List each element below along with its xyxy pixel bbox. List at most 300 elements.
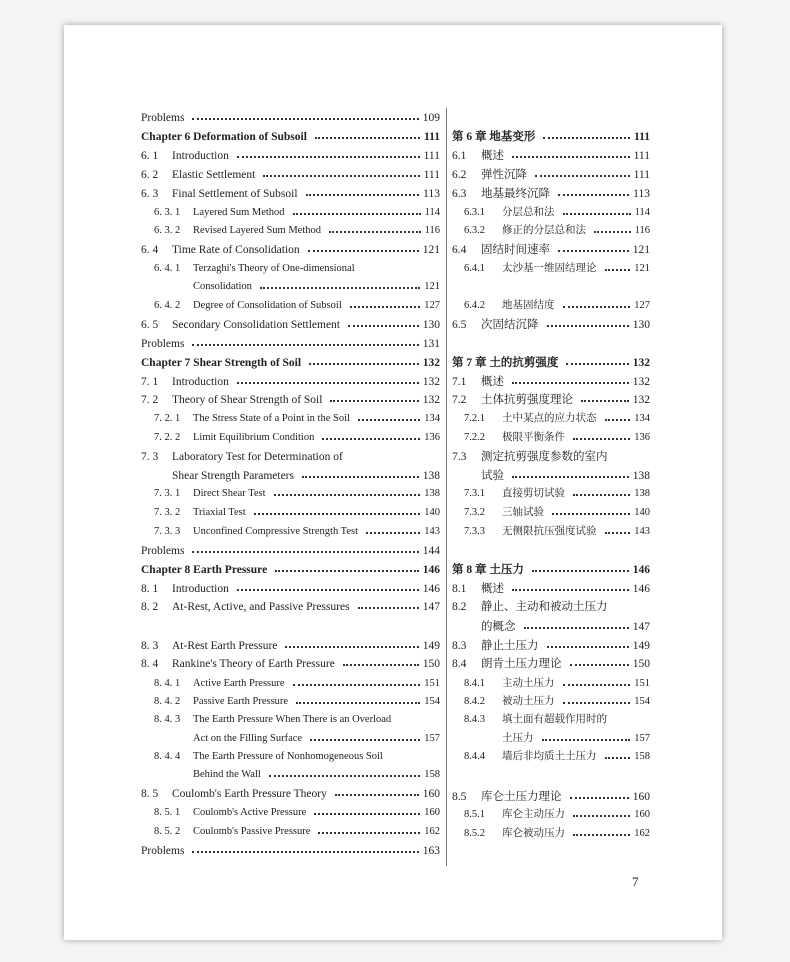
toc-entry	[154, 693, 440, 711]
toc-entry	[141, 448, 440, 466]
entry-number: 8. 4. 4	[154, 751, 181, 762]
entry-title: 试验	[481, 470, 504, 482]
entry-number: 7.2.1	[464, 413, 485, 424]
dot-leader	[512, 476, 629, 478]
entry-title: Passive Earth Pressure	[193, 696, 289, 707]
toc-entry	[141, 109, 440, 127]
entry-title: Revised Layered Sum Method	[193, 225, 322, 236]
toc-entry	[141, 335, 440, 353]
entry-page: 121	[424, 281, 440, 292]
toc-entry	[141, 241, 440, 259]
toc-entry	[452, 316, 650, 334]
dot-leader	[274, 494, 421, 496]
dot-leader	[532, 570, 629, 572]
toc-entry	[452, 391, 650, 409]
toc-entry	[141, 147, 440, 165]
entry-page: 116	[634, 225, 650, 236]
entry-number: 8. 1	[141, 583, 159, 595]
toc-entry	[193, 766, 440, 784]
entry-page: 132	[632, 376, 650, 388]
toc-entry	[193, 730, 440, 748]
entry-number: 7. 2	[141, 394, 159, 406]
entry-title: Problems	[141, 338, 185, 350]
dot-leader	[605, 419, 631, 421]
entry-title: Active Earth Pressure	[193, 678, 285, 689]
dot-leader	[573, 494, 630, 496]
entry-title: Chapter 6 Deformation of Subsoil	[141, 131, 307, 143]
entry-number: 6.5	[452, 319, 467, 331]
entry-title: 的概念	[481, 621, 516, 633]
entry-number: 8. 4	[141, 658, 159, 670]
toc-entry	[464, 297, 650, 315]
entry-title: 库仑被动压力	[502, 828, 565, 839]
entry-page: 146	[422, 564, 440, 576]
entry-title: Chapter 7 Shear Strength of Soil	[141, 357, 302, 369]
dot-leader	[263, 175, 419, 177]
entry-title: Direct Shear Test	[193, 488, 266, 499]
entry-title: 极限平衡条件	[502, 432, 565, 443]
entry-title: Problems	[141, 112, 185, 124]
entry-number: 6.3	[452, 188, 467, 200]
entry-number: 6. 3. 1	[154, 207, 181, 218]
dot-leader	[563, 684, 631, 686]
toc-entry	[154, 410, 440, 428]
dot-leader	[306, 194, 420, 196]
toc-entry	[154, 711, 440, 729]
toc-entry	[141, 598, 440, 616]
dot-leader	[358, 419, 420, 421]
entry-page: 150	[632, 658, 650, 670]
entry-page: 114	[634, 207, 650, 218]
entry-page: 132	[422, 394, 440, 406]
entry-page: 154	[634, 696, 650, 707]
entry-page: 132	[632, 357, 650, 369]
entry-title: Unconfined Compressive Strength Test	[193, 526, 359, 537]
entry-page: 111	[423, 169, 440, 181]
dot-leader	[581, 400, 629, 402]
entry-page: 151	[424, 678, 440, 689]
toc-entry	[481, 467, 650, 485]
toc-entry	[452, 788, 650, 806]
toc-entry	[452, 147, 650, 165]
toc-entry	[464, 748, 650, 766]
entry-number: 8.4.2	[464, 696, 485, 707]
entry-page: 140	[634, 507, 650, 518]
entry-number: 6. 1	[141, 150, 159, 162]
entry-number: 6. 3	[141, 188, 159, 200]
dot-leader	[275, 570, 419, 572]
entry-page: 132	[422, 376, 440, 388]
dot-leader	[269, 775, 420, 777]
dot-leader	[573, 438, 630, 440]
entry-title: The Earth Pressure When There is an Overload	[193, 714, 392, 725]
entry-title: 太沙基一维固结理论	[502, 263, 597, 274]
entry-title: 静止、主动和被动土压力	[481, 601, 608, 613]
page-number: 7	[632, 874, 639, 889]
entry-page: 140	[424, 507, 440, 518]
dot-leader	[605, 269, 631, 271]
toc-entry	[154, 523, 440, 541]
dot-leader	[192, 118, 418, 120]
entry-page: 149	[632, 640, 650, 652]
toc-entry	[452, 354, 650, 372]
toc-entry	[452, 448, 650, 466]
entry-page: 121	[632, 244, 650, 256]
entry-number: 6. 4. 1	[154, 263, 181, 274]
toc-entry	[141, 166, 440, 184]
toc-entry	[154, 504, 440, 522]
dot-leader	[543, 137, 630, 139]
entry-page: 138	[424, 488, 440, 499]
entry-number: 8.1	[452, 583, 467, 595]
entry-page: 136	[424, 432, 440, 443]
entry-page: 111	[634, 131, 650, 143]
entry-page: 136	[634, 432, 650, 443]
entry-title: Rankine's Theory of Earth Pressure	[172, 658, 335, 670]
entry-title: 静止土压力	[481, 640, 539, 652]
entry-title: 库仑主动压力	[502, 809, 565, 820]
dot-leader	[566, 363, 628, 365]
entry-number: 7.3.2	[464, 507, 485, 518]
entry-number: 8. 5. 2	[154, 826, 181, 837]
dot-leader	[512, 589, 629, 591]
entry-number: 6.2	[452, 169, 467, 181]
toc-entry	[464, 675, 650, 693]
toc-entry	[141, 785, 440, 803]
entry-page: 160	[424, 807, 440, 818]
entry-title: 填土面有超载作用时的	[502, 714, 607, 725]
entry-number: 7.2	[452, 394, 467, 406]
entry-page: 111	[633, 150, 650, 162]
entry-title: Final Settlement of Subsoil	[172, 188, 298, 200]
entry-title: Consolidation	[193, 281, 252, 292]
dot-leader	[285, 646, 418, 648]
dot-leader	[315, 137, 420, 139]
entry-number: 7. 2. 2	[154, 432, 181, 443]
entry-title: Behind the Wall	[193, 769, 261, 780]
dot-leader	[309, 363, 419, 365]
entry-number: 6.3.2	[464, 225, 485, 236]
entry-number: 8.2	[452, 601, 467, 613]
entry-page: 147	[632, 621, 650, 633]
toc-entry	[452, 561, 650, 579]
entry-page: 146	[632, 583, 650, 595]
entry-title: 土体抗剪强度理论	[481, 394, 573, 406]
dot-leader	[348, 325, 419, 327]
entry-number: 6.3.1	[464, 207, 485, 218]
toc-entry	[452, 373, 650, 391]
toc-entry	[141, 542, 440, 560]
entry-page: 138	[632, 470, 650, 482]
entry-title: 朗肯土压力理论	[481, 658, 562, 670]
dot-leader	[192, 551, 418, 553]
entry-title: 墙后非均质土土压力	[502, 751, 597, 762]
dot-leader	[314, 813, 420, 815]
entry-number: 7.1	[452, 376, 467, 388]
entry-number: 8. 3	[141, 640, 159, 652]
entry-number: 8.5.1	[464, 809, 485, 820]
dot-leader	[192, 851, 418, 853]
entry-title: Terzaghi's Theory of One-dimensional	[193, 263, 355, 274]
entry-number: 8.4.3	[464, 714, 485, 725]
entry-number: 8.5	[452, 791, 467, 803]
entry-number: 8. 5	[141, 788, 159, 800]
toc-entry	[154, 485, 440, 503]
toc-entry	[452, 580, 650, 598]
entry-title: 测定抗剪强度参数的室内	[481, 451, 608, 463]
dot-leader	[293, 684, 421, 686]
entry-page: 149	[422, 640, 440, 652]
entry-page: 150	[422, 658, 440, 670]
entry-number: 7. 3	[141, 451, 159, 463]
dot-leader	[542, 739, 631, 741]
toc-entry	[172, 467, 440, 485]
entry-page: 132	[632, 394, 650, 406]
entry-page: 160	[634, 809, 650, 820]
entry-title: Secondary Consolidation Settlement	[172, 319, 341, 331]
entry-number: 8. 2	[141, 601, 159, 613]
entry-title: Limit Equilibrium Condition	[193, 432, 315, 443]
entry-number: 8. 5. 1	[154, 807, 181, 818]
entry-title: 库仑土压力理论	[481, 791, 562, 803]
entry-title: Laboratory Test for Determination of	[172, 451, 343, 463]
entry-page: 138	[422, 470, 440, 482]
toc-entry	[464, 523, 650, 541]
entry-title: 被动土压力	[502, 696, 555, 707]
entry-page: 160	[422, 788, 440, 800]
toc-entry	[141, 128, 440, 146]
toc-entry	[464, 260, 650, 278]
entry-title: 地基最终沉降	[481, 188, 550, 200]
dot-leader	[366, 532, 420, 534]
toc-entry	[452, 241, 650, 259]
entry-number: 8.3	[452, 640, 467, 652]
entry-title: 弹性沉降	[481, 169, 527, 181]
dot-leader	[524, 627, 629, 629]
entry-page: 147	[422, 601, 440, 613]
entry-number: 7. 2. 1	[154, 413, 181, 424]
toc-entry	[481, 618, 650, 636]
entry-page: 154	[424, 696, 440, 707]
entry-title: 三轴试验	[502, 507, 544, 518]
entry-page: 162	[424, 826, 440, 837]
entry-title: Chapter 8 Earth Pressure	[141, 564, 268, 576]
entry-title: Triaxial Test	[193, 507, 246, 518]
toc-entry	[193, 278, 440, 296]
entry-title: Coulomb's Passive Pressure	[193, 826, 311, 837]
entry-page: 111	[633, 169, 650, 181]
entry-title: Introduction	[172, 376, 229, 388]
entry-page: 158	[634, 751, 650, 762]
entry-title: Time Rate of Consolidation	[172, 244, 300, 256]
dot-leader	[558, 194, 629, 196]
entry-title: 地基固结度	[502, 300, 555, 311]
entry-number: 7. 3. 2	[154, 507, 181, 518]
toc-entry	[141, 316, 440, 334]
dot-leader	[552, 513, 630, 515]
toc-entry	[464, 825, 650, 843]
entry-title: Theory of Shear Strength of Soil	[172, 394, 323, 406]
entry-number: 7.3.3	[464, 526, 485, 537]
entry-page: 130	[422, 319, 440, 331]
dot-leader	[329, 231, 421, 233]
dot-leader	[558, 250, 629, 252]
entry-title: 概述	[481, 150, 504, 162]
entry-page: 134	[424, 413, 440, 424]
entry-number: 6. 4. 2	[154, 300, 181, 311]
entry-number: 7. 3. 1	[154, 488, 181, 499]
toc-entry	[464, 504, 650, 522]
entry-title: 土压力	[502, 733, 534, 744]
entry-page: 130	[632, 319, 650, 331]
entry-title: The Earth Pressure of Nonhomogeneous Soil	[193, 751, 383, 762]
entry-page: 143	[634, 526, 650, 537]
entry-page: 157	[634, 733, 650, 744]
dot-leader	[358, 607, 419, 609]
entry-page: 116	[424, 225, 440, 236]
entry-number: 6.4.2	[464, 300, 485, 311]
entry-page: 160	[632, 791, 650, 803]
entry-title: Elastic Settlement	[172, 169, 256, 181]
entry-page: 121	[422, 244, 440, 256]
entry-number: 6. 5	[141, 319, 159, 331]
entry-number: 7. 3. 3	[154, 526, 181, 537]
toc-entry	[452, 637, 650, 655]
dot-leader	[594, 231, 631, 233]
dot-leader	[260, 287, 420, 289]
entry-number: 8.4.1	[464, 678, 485, 689]
entry-number: 6.4	[452, 244, 467, 256]
toc-entry	[154, 675, 440, 693]
toc-entry	[464, 222, 650, 240]
toc-entry	[464, 693, 650, 711]
toc-entry	[141, 580, 440, 598]
toc-entry	[452, 185, 650, 203]
entry-title: 无侧限抗压强度试验	[502, 526, 597, 537]
entry-number: 8. 4. 3	[154, 714, 181, 725]
entry-title: 分层总和法	[502, 207, 555, 218]
entry-title: Introduction	[172, 583, 229, 595]
entry-page: 127	[424, 300, 440, 311]
dot-leader	[535, 175, 630, 177]
entry-title: 固结时间速率	[481, 244, 550, 256]
toc-entry	[141, 354, 440, 372]
entry-page: 158	[424, 769, 440, 780]
entry-title: At-Rest Earth Pressure	[172, 640, 278, 652]
entry-page: 113	[633, 188, 650, 200]
toc-entry	[452, 128, 650, 146]
toc-entry	[464, 711, 650, 729]
entry-number: 8. 4. 1	[154, 678, 181, 689]
entry-page: 146	[632, 564, 650, 576]
entry-number: 8. 4. 2	[154, 696, 181, 707]
dot-leader	[237, 382, 419, 384]
entry-page: 132	[422, 357, 440, 369]
dot-leader	[335, 794, 419, 796]
entry-page: 113	[423, 188, 440, 200]
entry-number: 7.3	[452, 451, 467, 463]
dot-leader	[350, 306, 421, 308]
toc-entry	[154, 260, 440, 278]
entry-title: Introduction	[172, 150, 229, 162]
dot-leader	[512, 156, 630, 158]
entry-title: 第 6 章 地基变形	[452, 131, 536, 143]
dot-leader	[302, 476, 419, 478]
entry-page: 109	[422, 112, 440, 124]
toc-entry	[464, 429, 650, 447]
dot-leader	[563, 306, 631, 308]
entry-number: 6. 4	[141, 244, 159, 256]
toc-entry	[141, 391, 440, 409]
dot-leader	[296, 702, 420, 704]
toc-entry	[452, 166, 650, 184]
dot-leader	[330, 400, 418, 402]
entry-page: 111	[423, 150, 440, 162]
entry-page: 157	[424, 733, 440, 744]
toc-entry	[141, 637, 440, 655]
dot-leader	[563, 702, 631, 704]
entry-page: 121	[634, 263, 650, 274]
entry-title: 第 7 章 土的抗剪强度	[452, 357, 559, 369]
entry-title: Degree of Consolidation of Subsoil	[193, 300, 342, 311]
dot-leader	[512, 382, 629, 384]
toc-entry	[141, 561, 440, 579]
entry-title: Coulomb's Active Pressure	[193, 807, 307, 818]
entry-page: 163	[422, 845, 440, 857]
entry-number: 8.4	[452, 658, 467, 670]
entry-title: 修正的分层总和法	[502, 225, 586, 236]
dot-leader	[570, 797, 629, 799]
dot-leader	[308, 250, 419, 252]
column-divider	[446, 108, 447, 866]
dot-leader	[237, 156, 420, 158]
dot-leader	[310, 739, 420, 741]
entry-number: 8.5.2	[464, 828, 485, 839]
dot-leader	[547, 646, 629, 648]
entry-number: 7.2.2	[464, 432, 485, 443]
toc-entry	[154, 204, 440, 222]
entry-page: 131	[422, 338, 440, 350]
entry-page: 114	[424, 207, 440, 218]
dot-leader	[547, 325, 629, 327]
dot-leader	[563, 213, 631, 215]
toc-entry	[154, 297, 440, 315]
entry-page: 134	[634, 413, 650, 424]
dot-leader	[570, 664, 629, 666]
dot-leader	[293, 213, 421, 215]
entry-number: 6. 2	[141, 169, 159, 181]
entry-number: 8.4.4	[464, 751, 485, 762]
toc-entry	[502, 730, 650, 748]
toc-entry	[464, 410, 650, 428]
entry-page: 127	[634, 300, 650, 311]
entry-page: 143	[424, 526, 440, 537]
entry-page: 146	[422, 583, 440, 595]
entry-title: 土中某点的应力状态	[502, 413, 597, 424]
toc-entry	[141, 655, 440, 673]
entry-number: 6.1	[452, 150, 467, 162]
entry-title: 次固结沉降	[481, 319, 539, 331]
entry-title: Layered Sum Method	[193, 207, 285, 218]
dot-leader	[318, 832, 420, 834]
dot-leader	[343, 664, 419, 666]
entry-number: 7.3.1	[464, 488, 485, 499]
toc-entry	[464, 204, 650, 222]
entry-title: 第 8 章 土压力	[452, 564, 524, 576]
entry-title: At-Rest, Active, and Passive Pressures	[172, 601, 350, 613]
dot-leader	[605, 532, 631, 534]
dot-leader	[254, 513, 421, 515]
